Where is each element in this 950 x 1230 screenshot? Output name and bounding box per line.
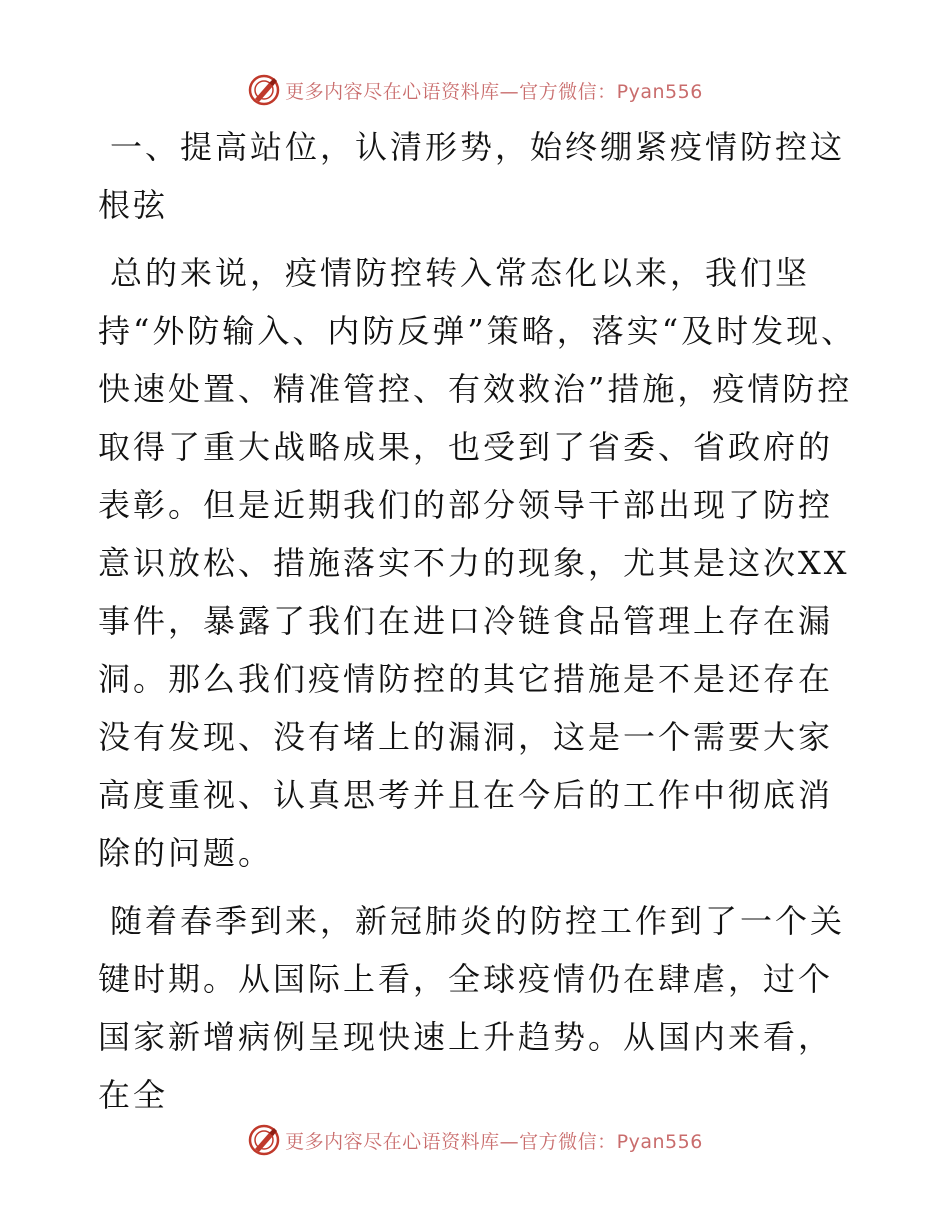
document-body xyxy=(98,118,858,1134)
footer-watermark xyxy=(0,1120,950,1160)
watermark-text xyxy=(285,77,703,104)
watermark-separator: — xyxy=(499,1130,520,1153)
watermark-text xyxy=(285,1127,703,1154)
pen-logo-icon xyxy=(247,1123,281,1157)
watermark-suffix: 官方微信：Pyan556 xyxy=(519,1130,703,1153)
paragraph-2: 随着春季到来，新冠肺炎的防控工作到了一个关键时期。从国际上看，全球疫情仍在肆虐，过个国家新增病例呈现快速上升趋势。从国内来看，在全 xyxy=(98,902,846,1114)
paragraph-1: 总的来说，疫情防控转入常态化以来，我们坚持“外防输入、内防反弹”策略，落实“及时发现、快速处置、精准管控、有效救治”措施，疫情防控取得了重大战略成果，也受到了省委、省政府的表彰。但是近期我们的部分领导干部出现了防控意识放松、措施落实不力的现象，尤其是这次XX事件，暴露了我们在进口冷链食品管理上存在漏洞。那么我们疫情防控的其它措施是不是还存在没有发现、没有堵上的漏洞，这是一个需要大家高度重视、认真思考并且在今后的工作中彻底消除的问题。 xyxy=(98,254,857,872)
section-heading: 一、提高站位，认清形势，始终绷紧疫情防控这根弦 xyxy=(98,128,846,224)
watermark-main: 更多内容尽在心语资料库 xyxy=(285,1130,500,1153)
header-watermark xyxy=(0,70,950,110)
pen-logo-icon xyxy=(247,73,281,107)
watermark-main: 更多内容尽在心语资料库 xyxy=(285,80,500,103)
watermark-suffix: 官方微信：Pyan556 xyxy=(519,80,703,103)
watermark-separator: — xyxy=(499,80,520,103)
